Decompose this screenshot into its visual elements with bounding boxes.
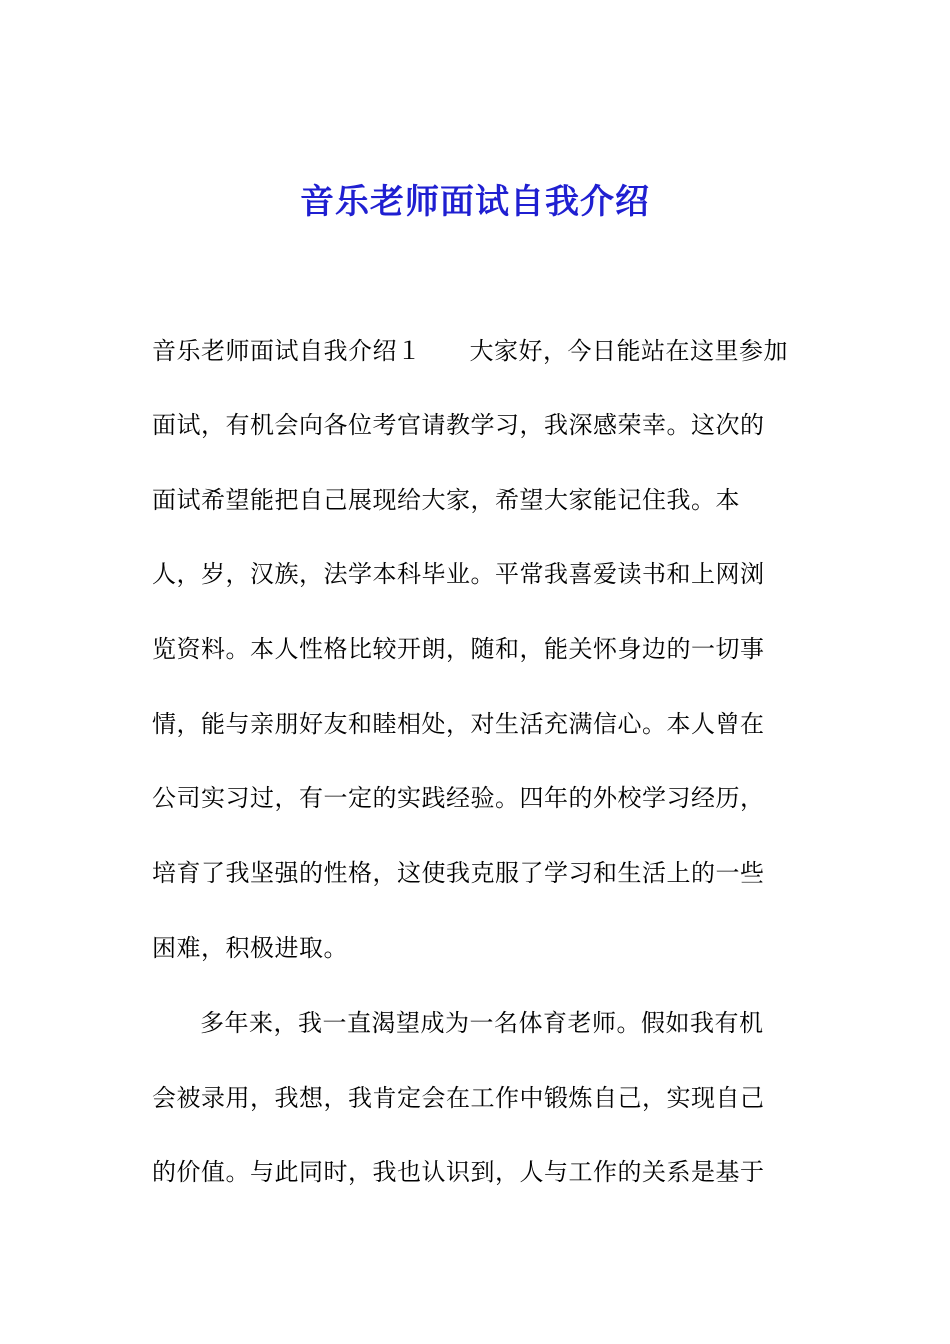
section-heading: 音乐老师面试自我介绍１ [152, 337, 422, 365]
body-line-11: 会被录用，我想，我肯定会在工作中锻炼自己，实现自己 [152, 1084, 765, 1112]
document-title: 音乐老师面试自我介绍 [300, 182, 650, 222]
body-line-8: 培育了我坚强的性格，这使我克服了学习和生活上的一些 [152, 859, 765, 887]
body-line-3: 面试希望能把自己展现给大家，希望大家能记住我。本 [152, 486, 740, 514]
body-text: 大家好，今日能站在这里参加 [469, 337, 788, 365]
body-line-9: 困难，积极进取。 [152, 934, 348, 962]
body-line-5: 览资料。本人性格比较开朗，随和，能关怀身边的一切事 [152, 635, 765, 663]
body-line-4: 人，岁，汉族，法学本科毕业。平常我喜爱读书和上网浏 [152, 560, 765, 588]
body-line-1 [152, 334, 812, 368]
body-line-2: 面试，有机会向各位考官请教学习，我深感荣幸。这次的 [152, 411, 765, 439]
body-line-10: 多年来，我一直渴望成为一名体育老师。假如我有机 [200, 1009, 764, 1037]
body-line-6: 情，能与亲朋好友和睦相处，对生活充满信心。本人曾在 [152, 710, 765, 738]
body-line-7: 公司实习过，有一定的实践经验。四年的外校学习经历， [152, 784, 765, 812]
body-line-12: 的价值。与此同时，我也认识到，人与工作的关系是基于 [152, 1158, 765, 1186]
